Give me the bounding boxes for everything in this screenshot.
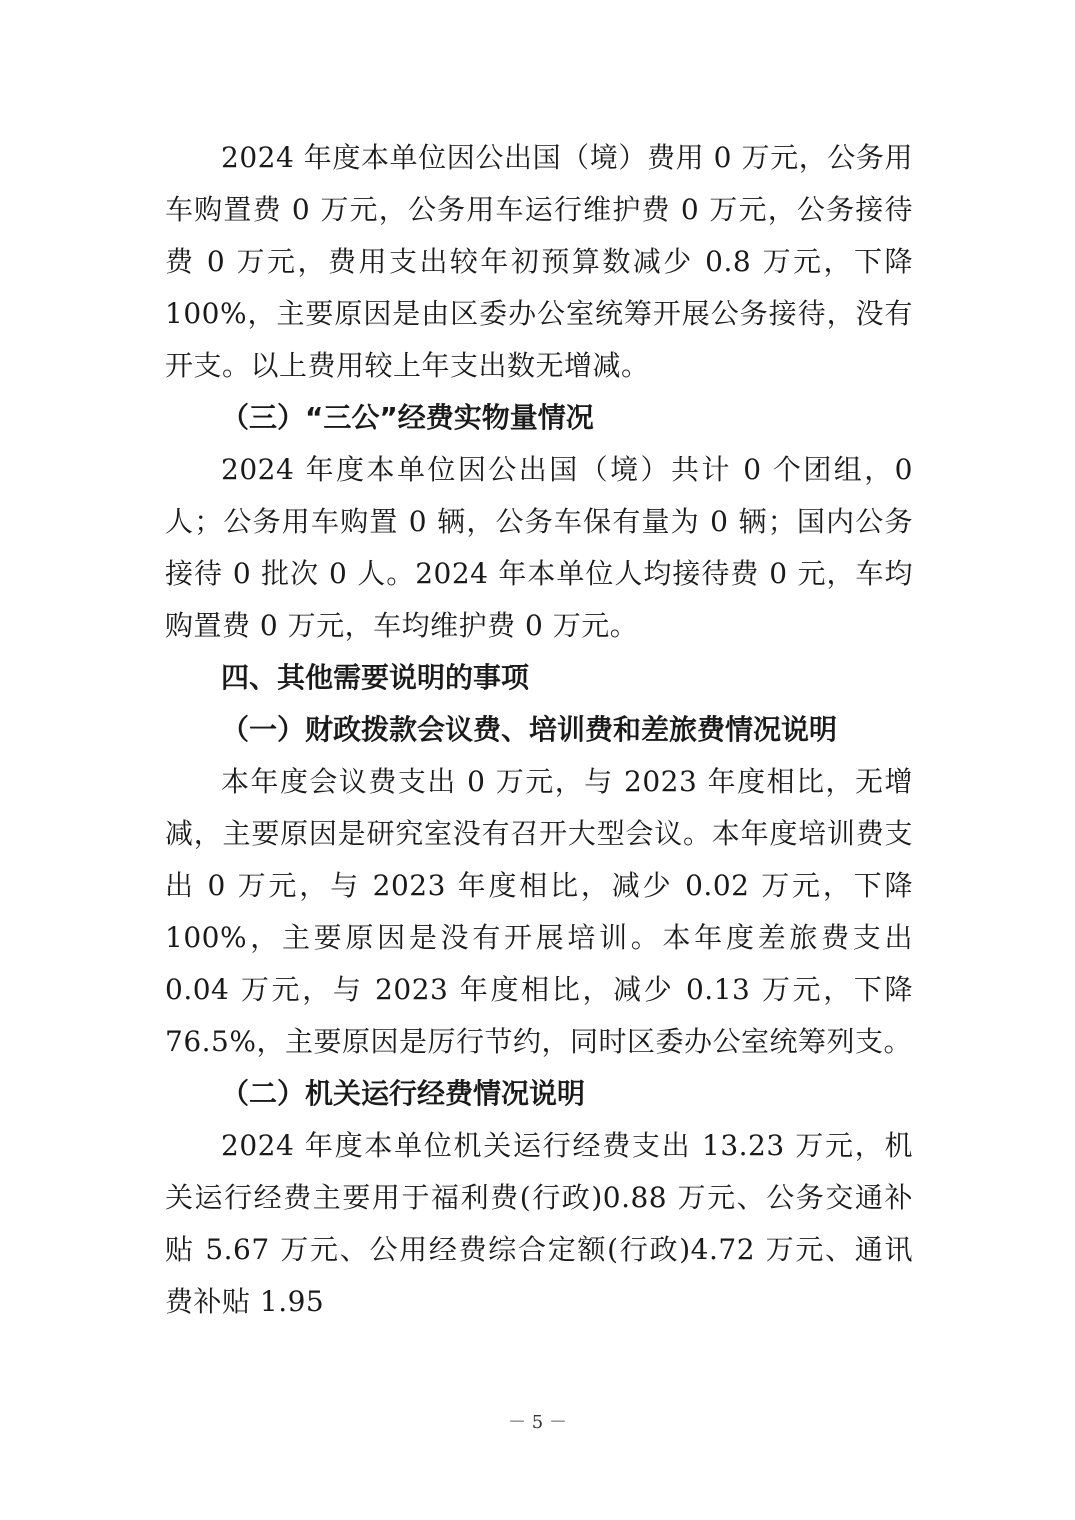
paragraph-physical-quantity: 2024 年度本单位因公出国（境）共计 0 个团组，0 人；公务用车购置 0 辆，公务车保有量为 0 辆；国内公务接待 0 批次 0 人。2024 年本单位人均接待费 0 元，车均购置费 0 万元，车均维护费 0 万元。 <box>165 453 913 642</box>
heading-three-public-physical-quantity: （三）“三公”经费实物量情况 <box>221 401 594 434</box>
heading-other-matters: 四、其他需要说明的事项 <box>221 661 530 694</box>
paragraph-three-public-expenses: 2024 年度本单位因公出国（境）费用 0 万元，公务用车购置费 0 万元，公务用车运行维护费 0 万元，公务接待费 0 万元，费用支出较年初预算数减少 0.8 万元，下降 100%，主要原因是由区委办公室统筹开展公务接待，没有开支。以上费用较上年支出数无增减。 <box>165 141 913 382</box>
paragraph-meeting-training-travel: 本年度会议费支出 0 万元，与 2023 年度相比，无增减，主要原因是研究室没有召开大型会议。本年度培训费支出 0 万元，与 2023 年度相比，减少 0.02 万元，下降 100%，主要原因是没有开展培训。本年度差旅费支出 0.04 万元，与 2023 年度相比，减少 0.13 万元，下降 76.5%，主要原因是厉行节约，同时区委办公室统筹列支。 <box>165 765 913 1058</box>
paragraph-operating-expenses: 2024 年度本单位机关运行经费支出 13.23 万元，机关运行经费主要用于福利费(行政)0.88 万元、公务交通补贴 5.67 万元、公用经费综合定额(行政)4.72 万元、通讯费补贴 1.95 <box>165 1129 913 1318</box>
heading-meeting-training-travel: （一）财政拨款会议费、培训费和差旅费情况说明 <box>221 713 838 746</box>
document-body <box>165 132 913 1328</box>
page-number: － 5 － <box>508 1412 567 1433</box>
heading-operating-expenses: （二）机关运行经费情况说明 <box>221 1077 586 1110</box>
